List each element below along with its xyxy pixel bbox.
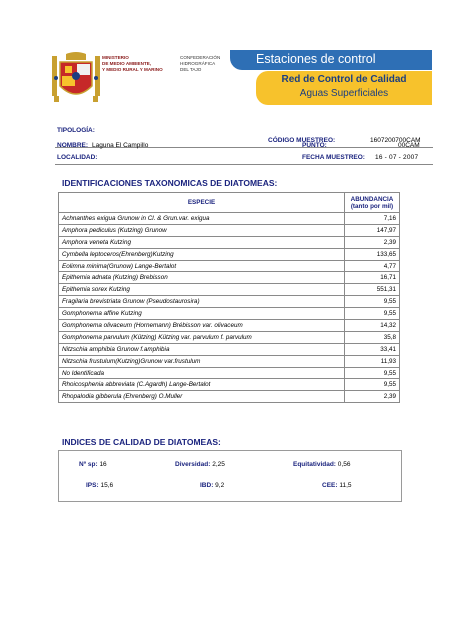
diversidad-value: 2,25 [212, 461, 225, 468]
species-cell: Achnanthes exigua Grunow in Cl. & Grun.var. exigua [59, 213, 345, 225]
ips-label: IPS: [86, 482, 99, 489]
table-row [59, 284, 400, 296]
ibd-index [200, 482, 224, 489]
ministry-line: Y MEDIO RURAL Y MARINO [102, 67, 163, 73]
taxa-table-body [59, 213, 400, 403]
punto-value: 00CAM [398, 142, 420, 149]
species-cell: Fragilaria brevistriata Grunow (Pseudostaurosira) [59, 296, 345, 308]
abundance-cell: 33,41 [345, 343, 400, 355]
abundance-cell: 133,65 [345, 248, 400, 260]
table-row [59, 224, 400, 236]
codigo-muestreo-value: 1607200700CAM [370, 137, 421, 144]
table-row [59, 343, 400, 355]
species-cell: Epithemia sorex Kutzing [59, 284, 345, 296]
species-cell: Gomphonema olivaceum (Hornemann) Brébisson var. olivaceum [59, 320, 345, 332]
species-cell: Eolimna minima(Grunow) Lange-Bertalot [59, 260, 345, 272]
coat-of-arms-icon [52, 52, 100, 104]
banner-top [230, 50, 432, 70]
ministry-line: DE MEDIO AMBIENTE, [102, 61, 152, 67]
ministry-name [102, 55, 168, 74]
table-row [59, 296, 400, 308]
equitatividad-label: Equitatividad: [293, 461, 336, 468]
species-cell: Cymbella leptoceros(Ehrenberg)Kutzing [59, 248, 345, 260]
table-row [59, 391, 400, 403]
table-row [59, 320, 400, 332]
ministry-line: MINISTERIO [102, 55, 129, 60]
taxa-table [58, 192, 400, 403]
punto-label: PUNTO: [302, 142, 327, 149]
ibd-value: 9,2 [215, 482, 225, 489]
diversidad-label: Diversidad: [175, 461, 211, 468]
species-cell: Nitzschia amphibia Grunow f.amphibia [59, 343, 345, 355]
banner-line-2: Aguas Superficiales [299, 88, 389, 99]
abundance-cell: 14,32 [345, 320, 400, 332]
species-cell: Epithemia adnata (Kutzing) Brebisson [59, 272, 345, 284]
tipologia-label: TIPOLOGÍA: [57, 127, 95, 134]
species-cell: Rhopalodia gibberula (Ehrenberg) O.Muller [59, 391, 345, 403]
abundance-cell: 2,39 [345, 236, 400, 248]
cee-label: CEE: [322, 482, 338, 489]
ips-value: 15,6 [100, 482, 114, 489]
nombre-label: NOMBRE: [57, 142, 89, 149]
fecha-value: 16 - 07 - 2007 [375, 154, 419, 161]
species-column-header: ESPECIE [59, 193, 345, 213]
abundance-cell: 147,97 [345, 224, 400, 236]
table-row [59, 260, 400, 272]
confed-line: HIDROGRÁFICA [180, 61, 216, 67]
taxa-section-title: IDENTIFICACIONES TAXONOMICAS DE DIATOMEAS: [62, 178, 278, 188]
abundance-cell: 9,55 [345, 296, 400, 308]
ministry-logo [50, 50, 228, 106]
table-row [59, 379, 400, 391]
codigo-muestreo-label: CÓDIGO MUESTREO: [268, 137, 336, 144]
species-cell: Gomphonema affine Kutzing [59, 308, 345, 320]
species-cell: Rhoicosphenia abbreviata (C.Agardh) Lange-Bertalot [59, 379, 345, 391]
indices-section-title: INDICES DE CALIDAD DE DIATOMEAS: [62, 437, 221, 447]
species-cell: Gomphonema parvulum (Kützing) Kützing var. parvulum f. parvulum [59, 331, 345, 343]
cee-value: 11,5 [339, 482, 352, 489]
table-row [59, 213, 400, 225]
abundance-cell: 16,71 [345, 272, 400, 284]
banner-title: Estaciones de control [256, 52, 376, 66]
abundance-cell: 9,55 [345, 308, 400, 320]
abundance-cell: 9,55 [345, 379, 400, 391]
confed-line: CONFEDERACIÓN [180, 55, 221, 60]
equitatividad-index [293, 461, 350, 468]
confed-line: DEL TAJO [180, 67, 202, 73]
equitatividad-value: 0,56 [337, 461, 351, 468]
abundance-header-line: (tanto por mil) [350, 202, 394, 210]
abundance-header-line: ABUNDANCIA [350, 195, 394, 203]
diversidad-index [175, 461, 225, 468]
nombre-value: Laguna El Campillo [92, 142, 149, 149]
indices-box [58, 450, 402, 502]
ibd-label: IBD: [200, 482, 214, 489]
table-row [59, 367, 400, 379]
species-cell: Nitzschia frustulum(Kutzing)Grunow var.frustulum [59, 355, 345, 367]
divider [55, 164, 433, 165]
localidad-label: LOCALIDAD: [57, 154, 98, 161]
abundance-cell: 551,31 [345, 284, 400, 296]
table-header-row [59, 193, 400, 213]
table-row [59, 331, 400, 343]
table-row [59, 355, 400, 367]
ips-index [86, 482, 113, 489]
abundance-cell: 2,39 [345, 391, 400, 403]
table-row [59, 308, 400, 320]
n-sp-index [79, 461, 107, 468]
confederacion-name [180, 55, 228, 74]
abundance-cell: 7,16 [345, 213, 400, 225]
table-row [59, 236, 400, 248]
n-sp-value: 16 [99, 461, 107, 468]
banner-line-1: Red de Control de Calidad [281, 74, 407, 85]
table-row [59, 272, 400, 284]
cee-index [322, 482, 352, 489]
page-header [50, 50, 432, 106]
abundance-column-header [345, 193, 400, 213]
table-row [59, 248, 400, 260]
abundance-cell: 4,77 [345, 260, 400, 272]
species-cell: Amphora veneta Kutzing [59, 236, 345, 248]
species-cell: No Identificada [59, 367, 345, 379]
station-banner [230, 50, 432, 106]
abundance-cell: 35,8 [345, 331, 400, 343]
fecha-label: FECHA MUESTREO: [302, 154, 365, 161]
n-sp-label: Nº sp: [79, 461, 98, 468]
species-cell: Amphora pediculus (Kutzing) Grunow [59, 224, 345, 236]
banner-subtitle-box [256, 71, 432, 105]
abundance-cell: 9,55 [345, 367, 400, 379]
abundance-cell: 11,93 [345, 355, 400, 367]
